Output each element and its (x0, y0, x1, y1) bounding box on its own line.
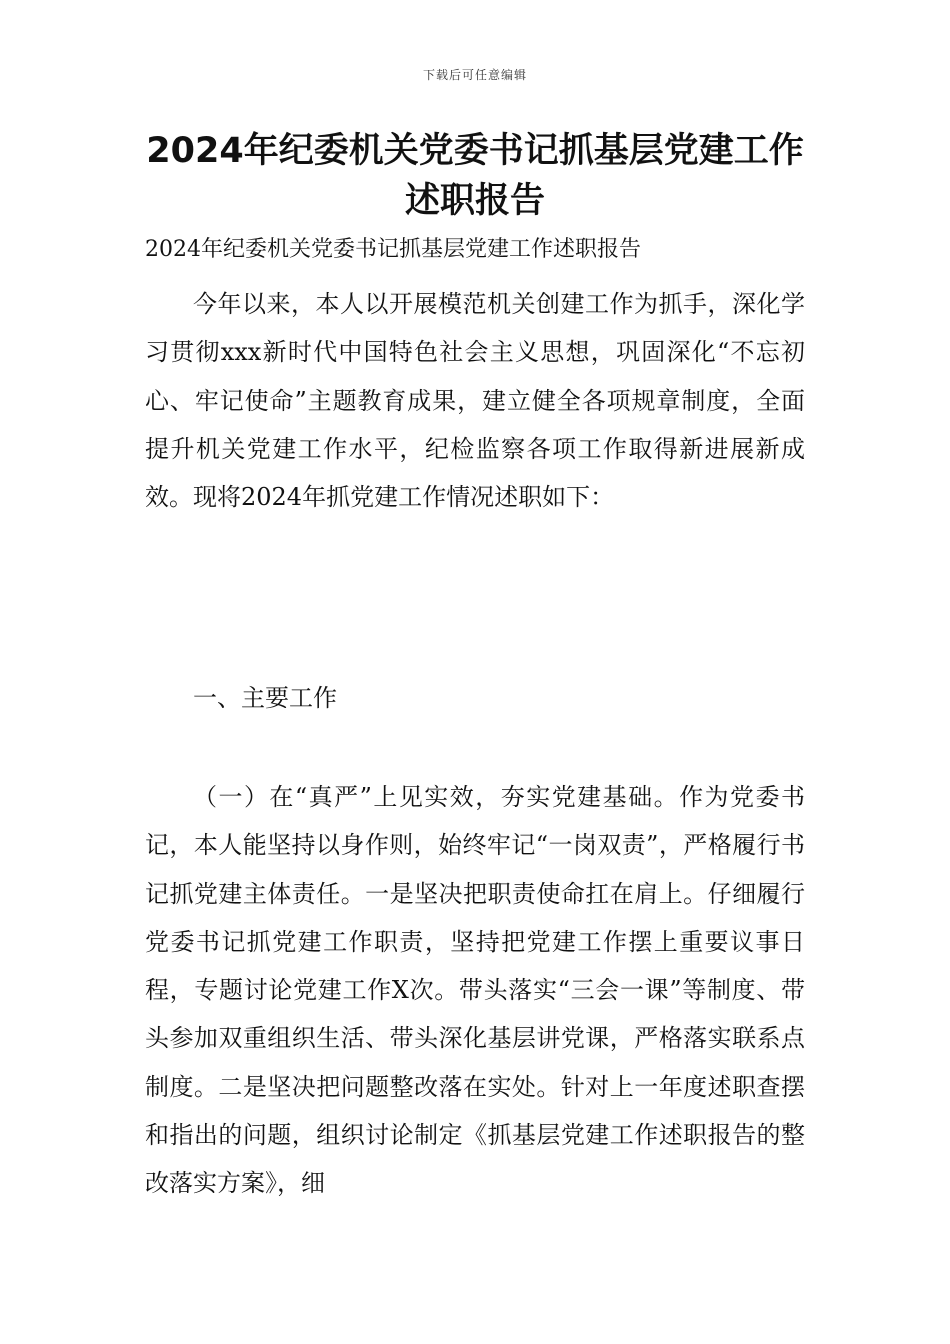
intro-paragraph: 今年以来，本人以开展模范机关创建工作为抓手，深化学习贯彻xxx新时代中国特色社会主义思想，巩固深化“不忘初心、牢记使命”主题教育成果，建立健全各项规章制度，全面提升机关党建工作水平，纪检监察各项工作取得新进展新成效。现将2024年抓党建工作情况述职如下： (145, 290, 805, 512)
header-note: 下载后可任意编辑 (422, 68, 527, 82)
section-heading-main-work: 一、主要工作 (193, 684, 337, 712)
section-one-paragraph: （一）在“真严”上见实效，夯实党建基础。作为党委书记，本人能坚持以身作则，始终牢记“一岗双责”，严格履行书记抓党建主体责任。一是坚决把职责使命扛在肩上。仔细履行党委书记抓党建工作职责，坚持把党建工作摆上重要议事日程，专题讨论党建工作X次。带头落实“三会一课”等制度、带头参加双重组织生活、带头深化基层讲党课，严格落实联系点制度。二是坚决把问题整改落在实处。针对上一年度述职查摆和指出的问题，组织讨论制定《抓基层党建工作述职报告的整改落实方案》，细 (145, 783, 805, 1198)
document-subtitle: 2024年纪委机关党委书记抓基层党建工作述职报告 (145, 237, 641, 262)
document-title: 2024年纪委机关党委书记抓基层党建工作述职报告 (146, 131, 804, 221)
